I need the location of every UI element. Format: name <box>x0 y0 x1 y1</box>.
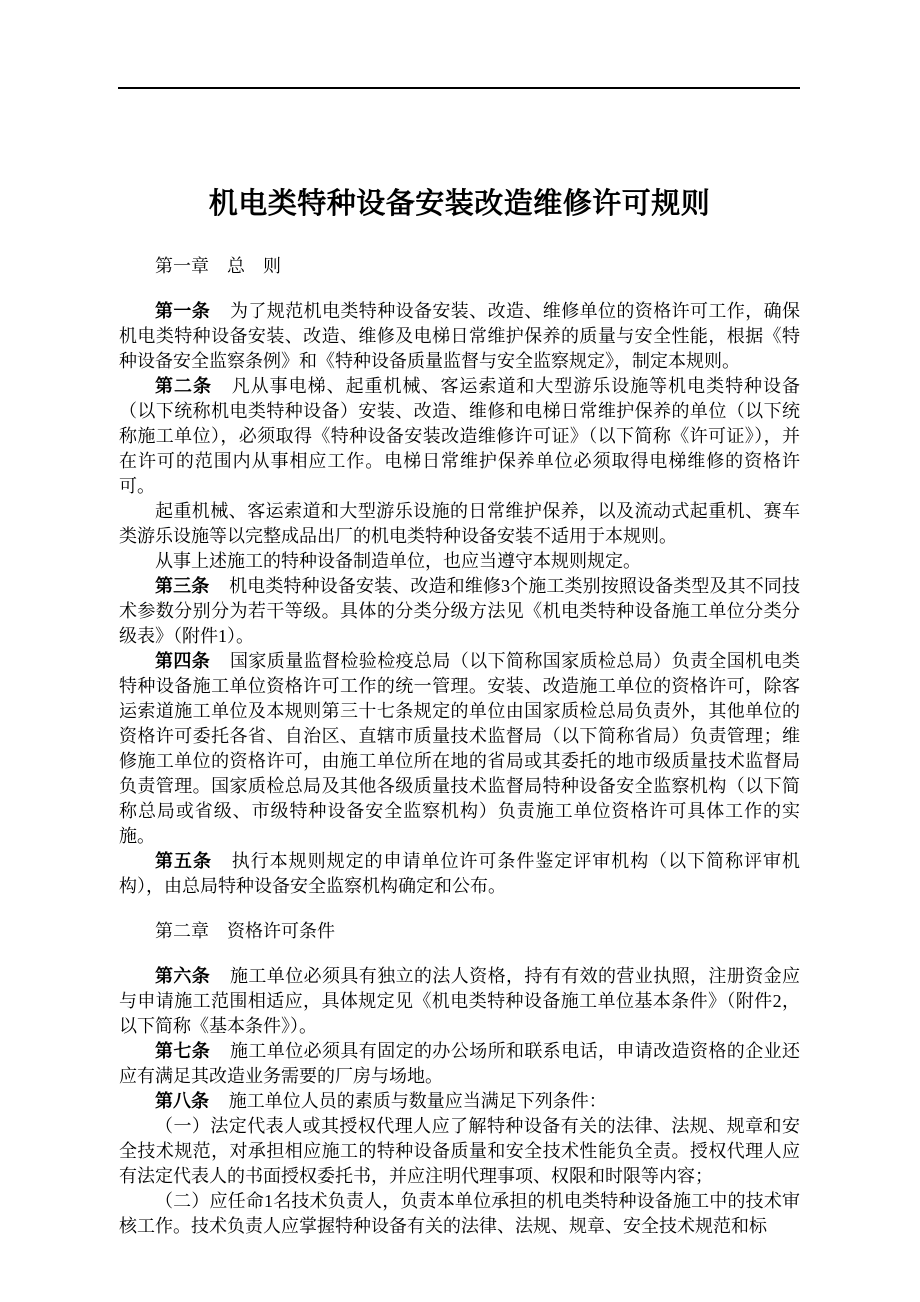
article-paragraph <box>119 964 800 1039</box>
body-paragraph <box>119 1114 800 1189</box>
paragraph-text: 起重机械、客运索道和大型游乐设施的日常维护保养，以及流动式起重机、赛车类游乐设施等以完整成品出厂的机电类特种设备安装不适用于本规则。 <box>119 501 800 546</box>
article-paragraph <box>119 374 800 499</box>
article-number: 第七条 <box>155 1041 211 1061</box>
paragraph-text: 凡从事电梯、起重机械、客运索道和大型游乐设施等机电类特种设备（以下统称机电类特种设备）安装、改造、维修和电梯日常维护保养的单位（以下统称施工单位），必须取得《特种设备安装改造维修许可证》（以下简称《许可证》），并在许可的范围内从事相应工作。电梯日常维护保养单位必须取得电梯维修的资格许可。 <box>119 376 801 496</box>
chapter-heading <box>119 919 800 944</box>
document-title: 机电类特种设备安装改造维修许可规则 <box>208 188 711 220</box>
paragraph-text: 施工单位人员的素质与数量应当满足下列条件： <box>228 1091 607 1111</box>
header-rule <box>118 87 800 89</box>
article-number: 第五条 <box>155 851 212 871</box>
article-paragraph <box>119 649 800 849</box>
article-number: 第三条 <box>155 576 210 596</box>
article-number: 第二条 <box>155 376 212 396</box>
document-body <box>119 254 800 1239</box>
body-paragraph <box>119 499 800 549</box>
article-paragraph <box>119 1039 800 1089</box>
article-number: 第六条 <box>155 966 211 986</box>
body-paragraph <box>119 1189 800 1239</box>
paragraph-text: 施工单位必须具有独立的法人资格，持有有效的营业执照，注册资金应与申请施工范围相适应，具体规定见《机电类特种设备施工单位基本条件》（附件2，以下简称《基本条件》）。 <box>119 966 800 1036</box>
paragraph-text: 第二章 资格许可条件 <box>155 921 335 941</box>
paragraph-text: 第一章 总 则 <box>155 256 281 276</box>
paragraph-text: （一）法定代表人或其授权代理人应了解特种设备有关的法律、法规、规章和安全技术规范，对承担相应施工的特种设备质量和安全技术性能负全责。授权代理人应有法定代表人的书面授权委托书，并应注明代理事项、权限和时限等内容； <box>119 1116 800 1186</box>
article-paragraph <box>119 849 800 899</box>
body-paragraph <box>119 549 800 574</box>
article-number: 第八条 <box>155 1091 209 1111</box>
article-number: 第一条 <box>155 301 211 321</box>
paragraph-text: 机电类特种设备安装、改造和维修3个施工类别按照设备类型及其不同技术参数分别分为若干等级。具体的分类分级方法见《机电类特种设备施工单位分类分级表》（附件1）。 <box>119 576 801 646</box>
article-paragraph <box>119 574 800 649</box>
article-number: 第四条 <box>155 651 211 671</box>
article-paragraph <box>119 299 800 374</box>
paragraph-text: 从事上述施工的特种设备制造单位，也应当遵守本规则规定。 <box>155 551 641 571</box>
chapter-heading <box>119 254 800 279</box>
paragraph-text: 施工单位必须具有固定的办公场所和联系电话，申请改造资格的企业还应有满足其改造业务需要的厂房与场地。 <box>119 1041 800 1086</box>
paragraph-text: 为了规范机电类特种设备安装、改造、维修单位的资格许可工作，确保机电类特种设备安装、改造、维修及电梯日常维护保养的质量与安全性能，根据《特种设备安全监察条例》和《特种设备质量监督与安全监察规定》，制定本规则。 <box>119 301 800 371</box>
paragraph-text: （二）应任命1名技术负责人，负责本单位承担的机电类特种设备施工中的技术审核工作。技术负责人应掌握特种设备有关的法律、法规、规章、安全技术规范和标 <box>119 1191 800 1236</box>
paragraph-text: 国家质量监督检验检疫总局（以下简称国家质检总局）负责全国机电类特种设备施工单位资格许可工作的统一管理。安装、改造施工单位的资格许可，除客运索道施工单位及本规则第三十七条规定的单位由国家质检总局负责外，其他单位的资格许可委托各省、自治区、直辖市质量技术监督局（以下简称省局）负责管理；维修施工单位的资格许可，由施工单位所在地的省局或其委托的地市级质量技术监督局负责管理。国家质检总局及其他各级质量技术监督局特种设备安全监察机构（以下简称总局或省级、市级特种设备安全监察机构）负责施工单位资格许可具体工作的实施。 <box>119 651 800 846</box>
document-content <box>119 186 800 1239</box>
paragraph-text: 执行本规则规定的申请单位许可条件鉴定评审机构（以下简称评审机构），由总局特种设备安全监察机构确定和公布。 <box>119 851 801 896</box>
article-paragraph <box>119 1089 800 1114</box>
